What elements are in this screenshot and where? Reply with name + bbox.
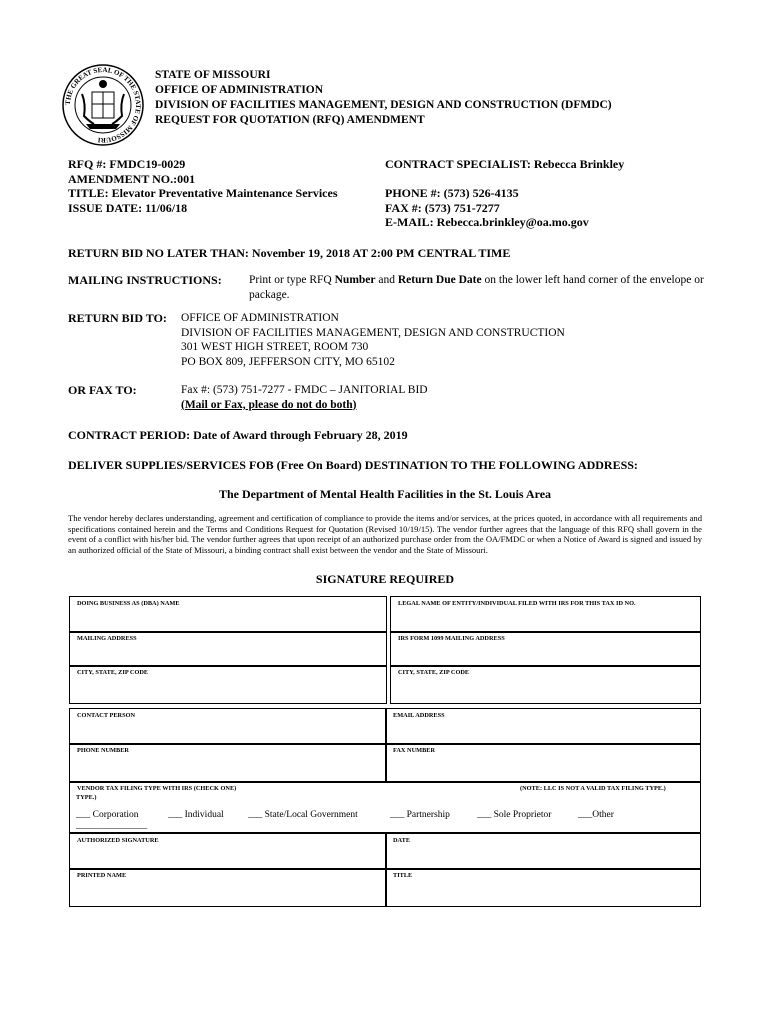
signature-required-heading: SIGNATURE REQUIRED xyxy=(315,572,455,586)
header-line-rfq-amendment: REQUEST FOR QUOTATION (RFQ) AMENDMENT xyxy=(155,114,425,126)
field-label: IRS FORM 1099 MAILING ADDRESS xyxy=(398,635,505,642)
tax-filing-note: (NOTE: LLC IS NOT A VALID TAX FILING TYPE.) xyxy=(520,785,666,792)
title-field[interactable] xyxy=(385,868,701,907)
tax-filing-label: VENDOR TAX FILING TYPE WITH IRS (CHECK ONE) xyxy=(77,785,237,792)
field-label: PRINTED NAME xyxy=(77,872,127,879)
specialist-fax: FAX #: (573) 751-7277 xyxy=(385,200,500,215)
option-individual[interactable]: ___ Individual xyxy=(168,810,224,820)
field-label: AUTHORIZED SIGNATURE xyxy=(77,837,159,844)
contact-person-field[interactable] xyxy=(69,708,387,745)
seal-text: THE GREAT SEAL OF THE STATE OF MISSOURI xyxy=(63,65,143,145)
option-corporation[interactable]: ___ Corporation xyxy=(76,810,139,820)
legal-name-field[interactable] xyxy=(390,596,701,633)
mailing-instructions-text: Print or type RFQ Number and Return Due Date on the lower left hand corner of the envelope or package. xyxy=(249,274,704,301)
return-address-line: 301 WEST HIGH STREET, ROOM 730 xyxy=(181,341,369,353)
printed-name-field[interactable] xyxy=(69,868,387,907)
field-label: CITY, STATE, ZIP CODE xyxy=(77,669,149,676)
letterhead xyxy=(155,68,612,128)
return-address-line: DIVISION OF FACILITIES MANAGEMENT, DESIGN AND CONSTRUCTION xyxy=(181,326,565,339)
mailing-instructions-label: MAILING INSTRUCTIONS: xyxy=(68,273,222,287)
field-label: CONTACT PERSON xyxy=(77,712,136,719)
city-state-zip-field[interactable] xyxy=(69,665,387,704)
contract-specialist: CONTRACT SPECIALIST: Rebecca Brinkley xyxy=(385,157,625,171)
field-label: EMAIL ADDRESS xyxy=(393,712,445,719)
rfq-number: RFQ #: FMDC19-0029 xyxy=(68,157,186,171)
field-label: DOING BUSINESS AS (DBA) NAME xyxy=(77,600,180,607)
amendment-number: AMENDMENT NO.:001 xyxy=(68,171,196,186)
vendor-declaration: The vendor hereby declares understanding, agreement and certification of compliance to provide the items and/or services, at the prices quoted, in accordance with all requirements and specifications contained herein and the Terms and Conditions Request for Quotation (Revised 10/19/15). The vendor further agrees that the language of this RFQ shall govern in the event of a conflict with his/her bid. The vendor further agrees that upon receipt of an authorized purchase order from the OA/FMDC or when a Notice of Award is signed and issued by an authorized official of the State of Missouri, a binding contract shall exist between the vendor and the State of Missouri. xyxy=(68,513,702,555)
field-label: TITLE xyxy=(393,872,413,879)
other-blank-line: _______________ xyxy=(76,821,148,831)
fax-details xyxy=(181,383,428,412)
tax-filing-label-wrap: TYPE.) xyxy=(76,794,97,801)
fax-number-field[interactable] xyxy=(385,743,701,783)
option-state-local-government[interactable]: ___ State/Local Government xyxy=(248,810,358,820)
option-sole-proprietor[interactable]: ___ Sole Proprietor xyxy=(477,810,552,820)
return-address-line: PO BOX 809, JEFFERSON CITY, MO 65102 xyxy=(181,355,395,368)
specialist-email[interactable]: E-MAIL: Rebecca.brinkley@oa.mo.gov xyxy=(385,215,589,229)
phone-number-field[interactable] xyxy=(69,743,387,783)
return-address xyxy=(181,311,565,369)
rfq-info-right xyxy=(385,157,624,230)
specialist-phone: PHONE #: (573) 526-4135 xyxy=(385,186,519,200)
dba-name-field[interactable] xyxy=(69,596,387,633)
authorized-signature-field[interactable] xyxy=(69,833,387,870)
header-line-office: OFFICE OF ADMINISTRATION xyxy=(155,84,324,96)
field-label: FAX NUMBER xyxy=(393,747,436,754)
destination-address: The Department of Mental Health Facilities in the St. Louis Area xyxy=(218,487,552,501)
irs-city-state-zip-field[interactable] xyxy=(390,665,701,704)
mailing-address-field[interactable] xyxy=(69,631,387,667)
contract-period: CONTRACT PERIOD: Date of Award through February 28, 2019 xyxy=(68,428,408,442)
field-label: MAILING ADDRESS xyxy=(77,635,137,642)
option-partnership[interactable]: ___ Partnership xyxy=(390,810,450,820)
header-line-state: STATE OF MISSOURI xyxy=(155,69,271,81)
rfq-info-left xyxy=(68,157,338,215)
header-line-division: DIVISION OF FACILITIES MANAGEMENT, DESIGN AND CONSTRUCTION (DFMDC) xyxy=(155,99,612,111)
rfq-title: TITLE: Elevator Preventative Maintenance Services xyxy=(68,186,338,200)
fax-warning: (Mail or Fax, please do not do both) xyxy=(181,398,357,411)
fax-number-line: Fax #: (573) 751-7277 - FMDC – JANITORIAL BID xyxy=(181,384,428,396)
return-bid-to-label: RETURN BID TO: xyxy=(68,311,167,325)
return-address-line: OFFICE OF ADMINISTRATION xyxy=(181,312,339,324)
return-deadline: RETURN BID NO LATER THAN: November 19, 2018 AT 2:00 PM CENTRAL TIME xyxy=(68,246,511,260)
email-address-field[interactable] xyxy=(385,708,701,745)
field-label: CITY, STATE, ZIP CODE xyxy=(398,669,470,676)
state-seal-image xyxy=(62,64,144,146)
field-label: PHONE NUMBER xyxy=(77,747,129,754)
deliver-instructions: DELIVER SUPPLIES/SERVICES FOB (Free On Board) DESTINATION TO THE FOLLOWING ADDRESS: xyxy=(68,458,638,472)
field-label: DATE xyxy=(393,837,411,844)
date-field[interactable] xyxy=(385,833,701,870)
irs-mailing-address-field[interactable] xyxy=(390,631,701,667)
field-label: LEGAL NAME OF ENTITY/INDIVIDUAL FILED WITH IRS FOR THIS TAX ID NO. xyxy=(398,600,636,607)
option-other[interactable]: ___Other xyxy=(578,810,614,820)
issue-date: ISSUE DATE: 11/06/18 xyxy=(68,200,188,215)
or-fax-to-label: OR FAX TO: xyxy=(68,383,137,397)
